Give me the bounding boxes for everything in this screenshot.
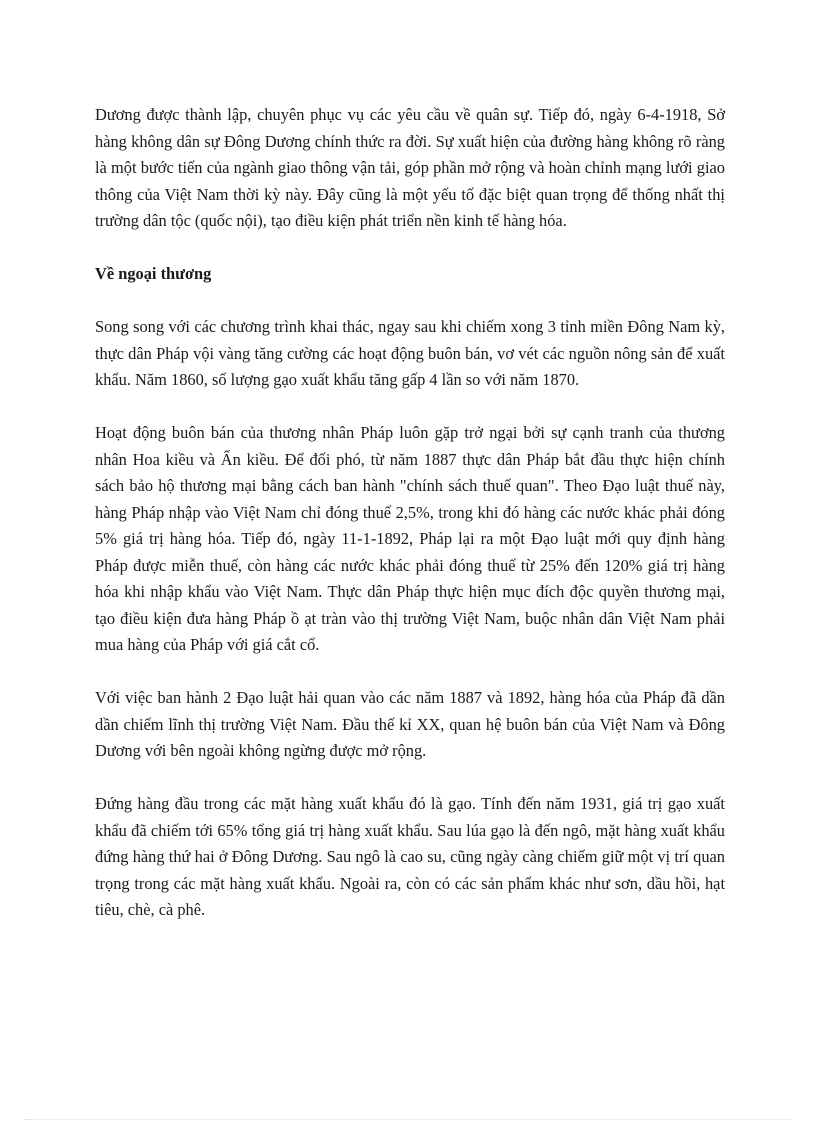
paragraph-air-transport: Dương được thành lập, chuyên phục vụ các yêu cầu về quân sự. Tiếp đó, ngày 6-4-1918, Sở hàng không dân sự Đông Dương chính thức ra đời. Sự xuất hiện của đường hàng không rõ ràng là một bước tiến của ngành giao thông vận tải, góp phần mở rộng và hoàn chỉnh mạng lưới giao thông của Việt Nam thời kỳ này. Đây cũng là một yếu tố đặc biệt quan trọng để thống nhất thị trường dân tộc (quốc nội), tạo điều kiện phát triển nền kinh tế hàng hóa. [95,105,725,230]
paragraph-customs-laws: Với việc ban hành 2 Đạo luật hải quan vào các năm 1887 và 1892, hàng hóa của Pháp đã dần dần chiếm lĩnh thị trường Việt Nam. Đầu thế kỉ XX, quan hệ buôn bán của Việt Nam và Đông Dương với bên ngoài không ngừng được mở rộng. [95,688,725,760]
paragraph-exports: Đứng hàng đầu trong các mặt hàng xuất khẩu đó là gạo. Tính đến năm 1931, giá trị gạo xuất khẩu đã chiếm tới 65% tổng giá trị hàng xuất khẩu. Sau lúa gạo là đến ngô, mặt hàng xuất khẩu đứng hàng thứ hai ở Đông Dương. Sau ngô là cao su, cũng ngày càng chiếm giữ một vị trí quan trọng trong các mặt hàng xuất khẩu. Ngoài ra, còn có các sản phẩm khác như sơn, dầu hồi, hạt tiêu, chè, cà phê. [95,794,725,919]
section-heading-foreign-trade: Về ngoại thương [95,264,212,283]
document-body [95,102,725,950]
page-bottom-divider [24,1119,792,1120]
paragraph-exploitation: Song song với các chương trình khai thác, ngay sau khi chiếm xong 3 tỉnh miền Đông Nam kỳ, thực dân Pháp vội vàng tăng cường các hoạt động buôn bán, vơ vét các nguồn nông sản để xuất khẩu. Năm 1860, số lượng gạo xuất khẩu tăng gấp 4 lần so với năm 1870. [95,317,725,389]
paragraph-tariff-policy: Hoạt động buôn bán của thương nhân Pháp luôn gặp trở ngại bởi sự cạnh tranh của thương nhân Hoa kiều và Ấn kiều. Để đối phó, từ năm 1887 thực dân Pháp bắt đầu thực hiện chính sách bảo hộ thương mại bằng cách ban hành "chính sách thuế quan". Theo Đạo luật thuế này, hàng Pháp nhập vào Việt Nam chỉ đóng thuế 2,5%, trong khi đó hàng các nước khác phải đóng 5% giá trị hàng hóa. Tiếp đó, ngày 11-1-1892, Pháp lại ra một Đạo luật mới quy định hàng Pháp được miễn thuế, còn hàng các nước khác phải đóng thuế từ 25% đến 120% giá trị hàng hóa khi nhập khẩu vào Việt Nam. Thực dân Pháp thực hiện mục đích độc quyền thương mại, tạo điều kiện đưa hàng Pháp ồ ạt tràn vào thị trường Việt Nam, buộc nhân dân Việt Nam phải mua hàng của Pháp với giá cắt cổ. [95,423,725,654]
